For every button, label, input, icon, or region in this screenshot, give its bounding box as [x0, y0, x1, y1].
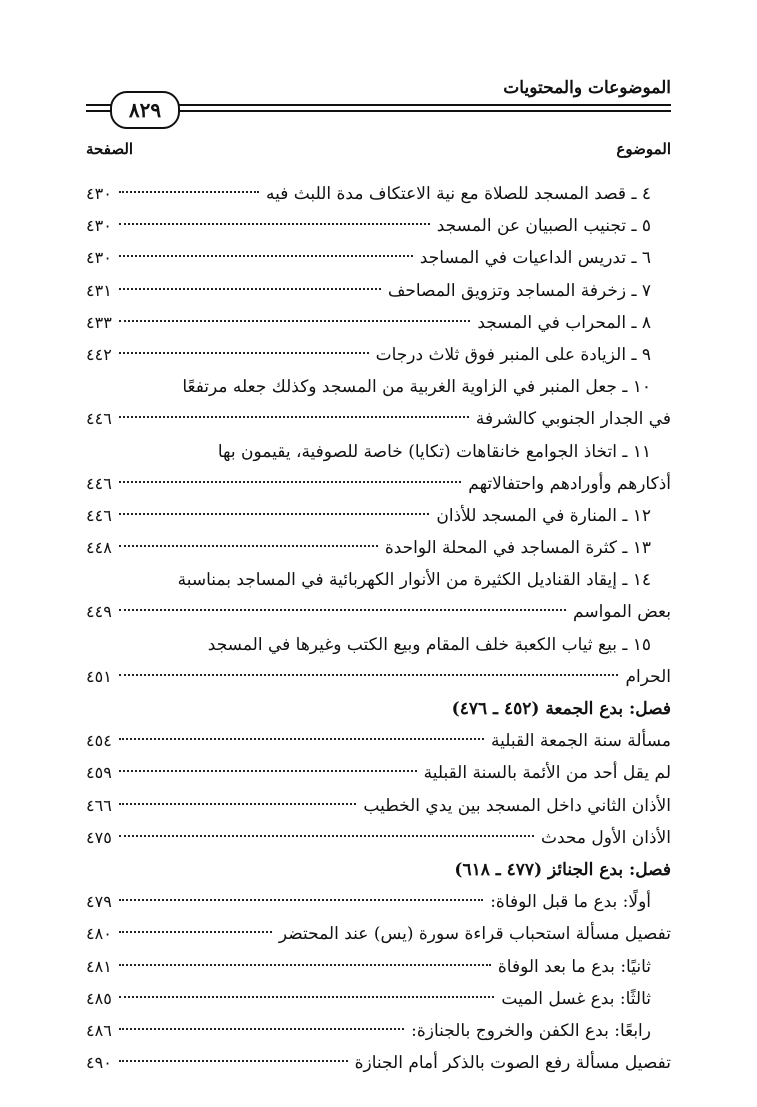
toc-entry-line: [86, 436, 671, 468]
toc-entry-title: مسألة سنة الجمعة القبلية: [491, 731, 671, 752]
toc-page-number: ٤٥٤: [86, 731, 112, 751]
toc-entry-title: ٤ ـ قصد المسجد للصلاة مع نية الاعتكاف مدة اللبث فيه: [265, 184, 651, 204]
toc-page-number: ٤٩٠: [86, 1053, 112, 1073]
toc-page-number: ٤٧٩: [86, 892, 112, 912]
toc-entry[interactable]: [86, 242, 671, 274]
toc-entry-title: في الجدار الجنوبي كالشرفة: [475, 409, 671, 430]
toc-page-number: ٤٤٦: [86, 409, 112, 429]
toc-page-number: ٤٥٩: [86, 763, 112, 783]
toc-entry-title: ١٢ ـ المنارة في المسجد للأذان: [436, 505, 651, 526]
toc-entry[interactable]: [86, 275, 671, 307]
leader-dots: [119, 899, 483, 901]
toc-entry-title: ٨ ـ المحراب في المسجد: [477, 312, 651, 333]
toc-entry-title: أولًا: بدع ما قبل الوفاة:: [490, 892, 651, 913]
toc-entry[interactable]: [86, 178, 671, 210]
leader-dots: [119, 352, 369, 354]
toc-entry-title: ١٠ ـ جعل المنبر في الزاوية الغربية من المسجد وكذلك جعله مرتفعًا: [182, 377, 651, 398]
leader-dots: [119, 288, 381, 290]
leader-dots: [119, 481, 462, 483]
toc-entry-title: الأذان الثاني داخل المسجد بين يدي الخطيب: [363, 795, 671, 816]
toc-page-number: ٤٨١: [86, 956, 112, 976]
toc-entry-line: [86, 661, 671, 693]
page-number-badge: ٨٢٩: [110, 91, 180, 129]
toc-entry-line: [86, 307, 671, 339]
toc-entry[interactable]: [86, 371, 671, 435]
toc-entry-title: ٧ ـ زخرفة المساجد وتزويق المصاحف: [387, 280, 651, 301]
toc-entry-line: [86, 178, 671, 210]
toc-entry-title: تفصيل مسألة استحباب قراءة سورة (يس) عند المحتضر: [278, 924, 671, 945]
leader-dots: [119, 513, 430, 515]
leader-dots: [119, 416, 469, 418]
leader-dots: [119, 191, 259, 193]
section-heading: فصل: بدع الجنائز (٤٧٧ ـ ٦١٨): [454, 859, 671, 880]
toc-entry-title: الأذان الأول محدث: [541, 827, 671, 848]
leader-dots: [119, 770, 417, 772]
toc-page-number: ٤٧٥: [86, 827, 112, 847]
toc-page-number: ٤٤٢: [86, 344, 112, 364]
toc-entry-line: [86, 790, 671, 822]
toc-entry-line: [86, 1015, 671, 1047]
toc-page-number: ٤٣١: [86, 280, 112, 300]
leader-dots: [119, 1028, 404, 1030]
topic-column-heading: الموضوع: [616, 140, 671, 158]
toc-entry-title: ٦ ـ تدريس الداعيات في المساجد: [419, 248, 651, 269]
toc-entry-title: لم يقل أحد من الأئمة بالسنة القبلية: [423, 763, 671, 784]
running-header-title: الموضوعات والمحتويات: [503, 78, 671, 98]
toc-entry-title: ٩ ـ الزيادة على المنبر فوق ثلاث درجات: [375, 344, 651, 365]
toc-page-number: ٤٥١: [86, 666, 112, 686]
leader-dots: [119, 674, 619, 676]
toc-page-number: ٤٣٣: [86, 312, 112, 332]
toc-entry-title: تفصيل مسألة رفع الصوت بالذكر أمام الجنازة: [354, 1053, 671, 1074]
toc-entry[interactable]: [86, 1047, 671, 1079]
toc-entry-line: [86, 983, 671, 1015]
toc-page-number: ٤٦٦: [86, 795, 112, 815]
leader-dots: [119, 320, 471, 322]
toc-entry-line: [86, 371, 671, 403]
toc-entry-line: [86, 564, 671, 596]
leader-dots: [119, 996, 495, 998]
toc-page-number: ٤٤٨: [86, 538, 112, 558]
toc-entry[interactable]: [86, 436, 671, 500]
toc-page-number: ٤٨٠: [86, 924, 112, 944]
toc-entry-title: أذكارهم وأورادهم واحتفالاتهم: [468, 473, 671, 494]
toc-page-number: ٤٣٠: [86, 216, 112, 236]
leader-dots: [119, 1060, 348, 1062]
toc-entry[interactable]: [86, 532, 671, 564]
leader-dots: [119, 835, 534, 837]
toc-entry-line: [86, 822, 671, 854]
toc-entry-line: [86, 242, 671, 274]
toc-entry-title: ثانيًا: بدع ما بعد الوفاة: [497, 956, 651, 977]
toc-page-number: ٤٤٦: [86, 505, 112, 525]
toc-entry-line: [86, 596, 671, 628]
toc-entry-title: ٥ ـ تجنيب الصبيان عن المسجد: [436, 216, 651, 237]
toc-entry[interactable]: [86, 951, 671, 983]
toc-entry-title: ١٣ ـ كثرة المساجد في المحلة الواحدة: [384, 538, 651, 559]
toc-entry-title: رابعًا: بدع الكفن والخروج بالجنازة:: [411, 1020, 651, 1041]
toc-page-number: ٤٣٠: [86, 184, 112, 203]
toc-entry-title: ١٤ ـ إيقاد القناديل الكثيرة من الأنوار الكهربائية في المساجد بمناسبة: [177, 570, 651, 591]
toc-entry[interactable]: [86, 339, 671, 371]
toc-entry-line: [86, 757, 671, 789]
toc-entry[interactable]: [86, 886, 671, 918]
toc-entry-line: [86, 629, 671, 661]
leader-dots: [119, 255, 413, 257]
page-column-heading: الصفحة: [86, 140, 134, 158]
table-of-contents: [86, 178, 671, 1079]
toc-entry-title: ١١ ـ اتخاذ الجوامع خانقاهات (تكايا) خاصة للصوفية، يقيمون بها: [217, 441, 651, 462]
toc-page-number: ٤٤٩: [86, 602, 112, 622]
leader-dots: [119, 931, 272, 933]
toc-entry-title: بعض المواسم: [573, 602, 671, 623]
toc-entry[interactable]: [86, 757, 671, 789]
toc-entry-line: [86, 210, 671, 242]
leader-dots: [119, 738, 484, 740]
toc-entry[interactable]: [86, 210, 671, 242]
toc-entry-line: [86, 1047, 671, 1079]
toc-entry-line: [86, 500, 671, 532]
toc-page-number: ٤٣٠: [86, 248, 112, 268]
toc-entry-line: [86, 275, 671, 307]
toc-entry[interactable]: [86, 918, 671, 950]
toc-page-number: ٤٨٥: [86, 988, 112, 1008]
toc-entry-line: [86, 403, 671, 435]
toc-entry-line: [86, 339, 671, 371]
toc-entry-title: الحرام: [625, 666, 671, 687]
toc-page-number: ٤٤٦: [86, 473, 112, 493]
column-headings: [86, 140, 671, 158]
leader-dots: [119, 964, 491, 966]
toc-entry-line: [86, 532, 671, 564]
toc-entry-line: [86, 951, 671, 983]
toc-entry-title: ثالثًا: بدع غسل الميت: [501, 988, 651, 1009]
toc-entry[interactable]: [86, 564, 671, 628]
toc-entry[interactable]: [86, 500, 671, 532]
toc-page-number: ٤٨٦: [86, 1020, 112, 1040]
toc-entry[interactable]: [86, 629, 671, 693]
toc-entry[interactable]: [86, 725, 671, 757]
toc-entry[interactable]: [86, 983, 671, 1015]
toc-entry-line: [86, 886, 671, 918]
toc-entry-line: [86, 725, 671, 757]
toc-entry-line: [86, 918, 671, 950]
leader-dots: [119, 803, 357, 805]
toc-entry[interactable]: [86, 1015, 671, 1047]
toc-entry-line: [86, 468, 671, 500]
toc-entry[interactable]: [86, 822, 671, 854]
toc-entry[interactable]: [86, 790, 671, 822]
leader-dots: [119, 609, 566, 611]
toc-entry-title: ١٥ ـ بيع ثياب الكعبة خلف المقام وبيع الكتب وغيرها في المسجد: [207, 634, 651, 655]
leader-dots: [119, 545, 378, 547]
section-heading: فصل: بدع الجمعة (٤٥٢ ـ ٤٧٦): [451, 699, 671, 719]
toc-entry[interactable]: [86, 307, 671, 339]
leader-dots: [119, 223, 430, 225]
